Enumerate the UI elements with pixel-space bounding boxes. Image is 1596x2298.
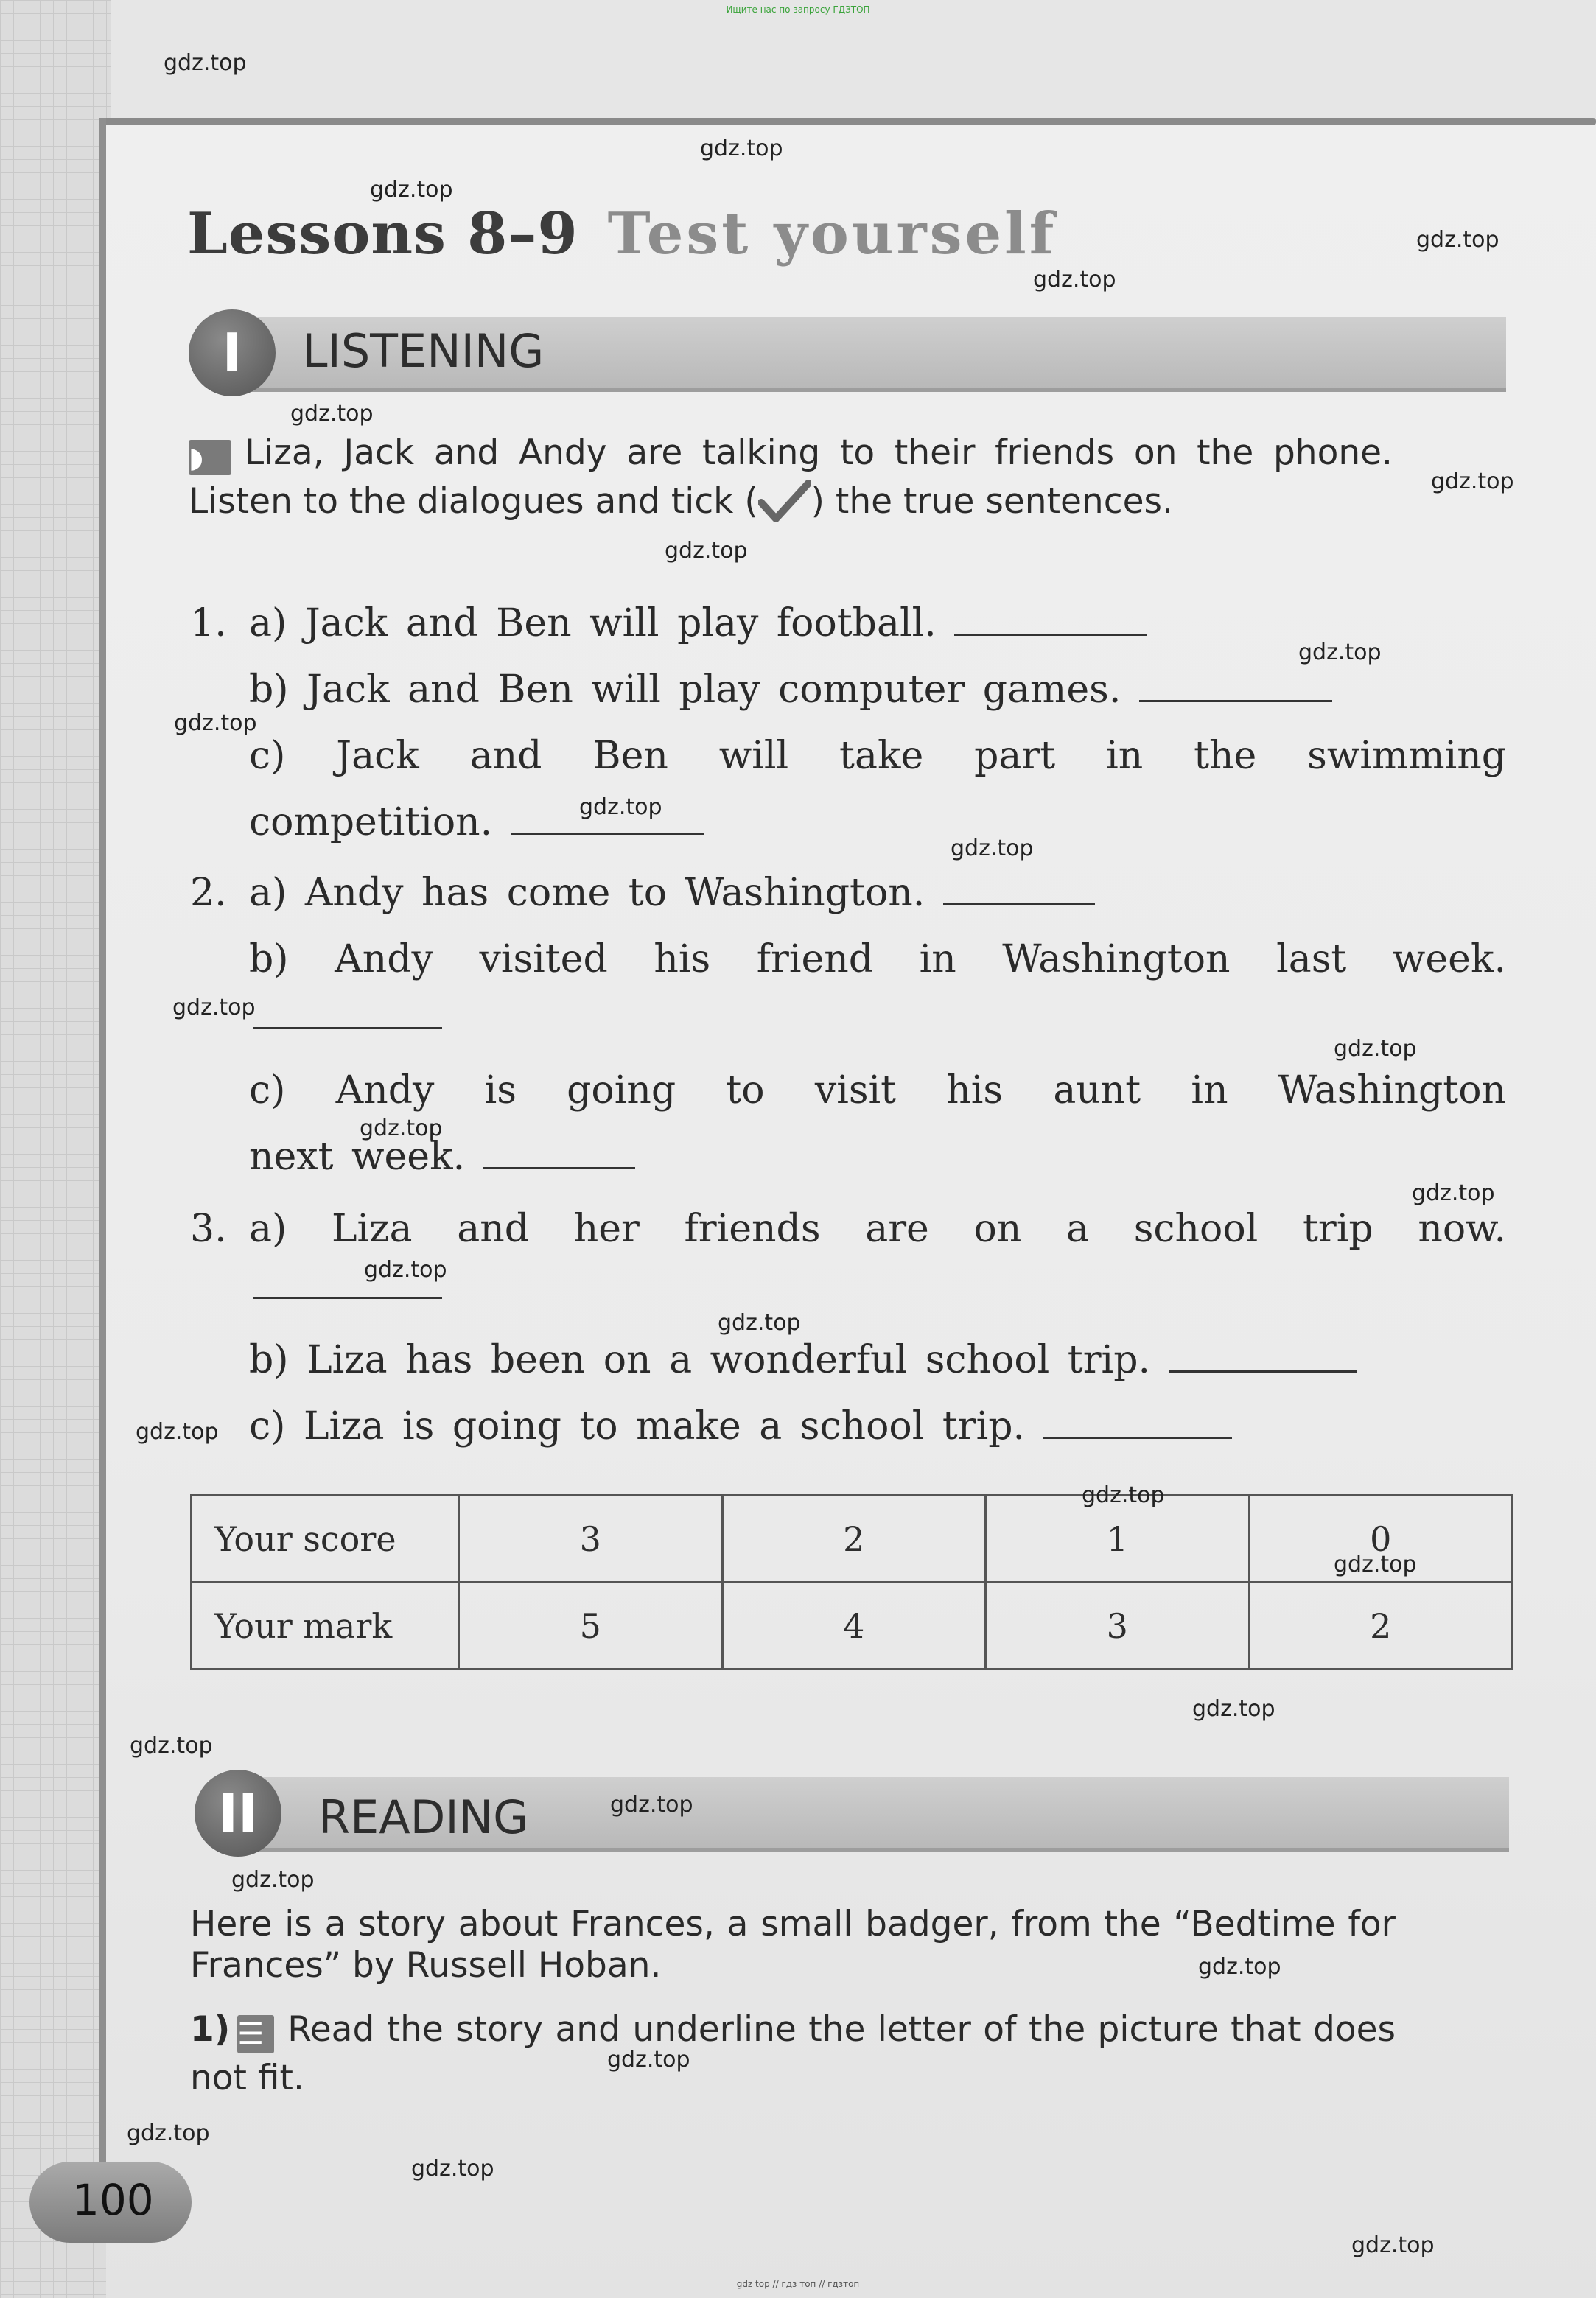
watermark: gdz.top (1082, 1482, 1165, 1508)
score-table (190, 1494, 1513, 1670)
title-lessons: Lessons 8–9 (187, 200, 578, 267)
question-2b: b) Andy visited his friend in Washington last week. (249, 937, 1506, 981)
top-note: Ищите нас по запросу ГДЗТОП (726, 4, 870, 15)
reading-intro: Here is a story about Frances, a small badger, from the “Bedtime for Frances” by Russell Hoban. (190, 1904, 1396, 1986)
watermark: gdz.top (130, 1733, 213, 1759)
watermark: gdz.top (1334, 1036, 1417, 1062)
left-frame-line (99, 118, 106, 2181)
watermark: gdz.top (700, 136, 783, 161)
book-icon: ☰ (237, 2015, 274, 2053)
answer-blank-2a[interactable] (943, 896, 1095, 905)
table-cell: Your score (192, 1496, 459, 1583)
audio-icon: ◗ (189, 440, 231, 475)
question-3c: c) Liza is going to make a school trip. (249, 1404, 1232, 1448)
answer-blank-3a[interactable] (253, 1289, 442, 1299)
top-frame-line (103, 118, 1596, 125)
table-cell: Your mark (192, 1583, 459, 1670)
table-cell: 2 (1249, 1583, 1513, 1670)
table-cell: 3 (459, 1496, 723, 1583)
table-cell: 3 (986, 1583, 1250, 1670)
watermark: gdz.top (1351, 2232, 1435, 2258)
answer-blank-3c[interactable] (1043, 1429, 1232, 1439)
question-1c: c) Jack and Ben will take part in the swimming (249, 734, 1506, 778)
watermark: gdz.top (1192, 1696, 1275, 1722)
question-2c: c) Andy is going to visit his aunt in Washington (249, 1068, 1506, 1113)
table-cell: 4 (722, 1583, 986, 1670)
question-2a: a) Andy has come to Washington. (249, 871, 1095, 915)
watermark: gdz.top (1431, 469, 1514, 494)
bottom-note: gdz top // гдз топ // гдзтоп (736, 2279, 860, 2289)
watermark: gdz.top (136, 1419, 219, 1445)
question-3b: b) Liza has been on a wonderful school trip. (249, 1338, 1357, 1382)
watermark: gdz.top (579, 794, 662, 820)
answer-blank-1b[interactable] (1139, 693, 1332, 702)
watermark: gdz.top (411, 2156, 494, 2182)
watermark: gdz.top (1334, 1552, 1417, 1577)
watermark: gdz.top (951, 836, 1034, 861)
question-1c-cont: competition. (249, 800, 704, 844)
question-1-number: 1. (190, 601, 227, 645)
table-row (192, 1496, 1513, 1583)
watermark: gdz.top (718, 1310, 801, 1336)
question-1a: a) Jack and Ben will play football. (249, 601, 1147, 645)
watermark: gdz.top (610, 1792, 693, 1818)
watermark: gdz.top (231, 1867, 315, 1893)
answer-blank-1c[interactable] (511, 825, 704, 835)
table-cell: 2 (722, 1496, 986, 1583)
question-1b: b) Jack and Ben will play computer games. (249, 668, 1332, 712)
table-cell: 5 (459, 1583, 723, 1670)
question-2c-cont: next week. (249, 1135, 635, 1179)
table-cell: 1 (986, 1496, 1250, 1583)
listening-heading: LISTENING (302, 324, 545, 378)
question-3a: a) Liza and her friends are on a school trip now. (249, 1207, 1506, 1251)
reading-number-badge: II (195, 1770, 281, 1857)
page-title (187, 200, 1057, 267)
question-3-number: 3. (190, 1207, 227, 1251)
watermark: gdz.top (364, 1257, 447, 1283)
watermark: gdz.top (1416, 227, 1499, 253)
table-row (192, 1583, 1513, 1670)
answer-blank-2b[interactable] (253, 1020, 442, 1029)
grid-margin (0, 0, 111, 2298)
watermark: gdz.top (290, 401, 374, 427)
watermark: gdz.top (164, 50, 247, 76)
answer-blank-1a[interactable] (954, 626, 1147, 636)
reading-heading: READING (318, 1790, 529, 1844)
table-cell: 0 (1249, 1496, 1513, 1583)
watermark: gdz.top (172, 995, 256, 1020)
answer-blank-2c[interactable] (483, 1160, 635, 1169)
watermark: gdz.top (174, 710, 257, 736)
watermark: gdz.top (127, 2120, 210, 2146)
reading-task: 1) ☰ Read the story and underline the letter of the picture that does not fit. (190, 2009, 1396, 2098)
watermark: gdz.top (1298, 640, 1382, 665)
watermark: gdz.top (607, 2047, 690, 2073)
check-mark-icon (758, 480, 811, 523)
watermark: gdz.top (665, 538, 748, 564)
page-number-badge (29, 2162, 192, 2243)
listening-instruction: ◗ Liza, Jack and Andy are talking to their friends on the phone. Listen to the dialogues and tick ( ) the true sentences. (189, 432, 1393, 522)
page-number: 100 (72, 2175, 154, 2225)
answer-blank-3b[interactable] (1169, 1363, 1357, 1373)
watermark: gdz.top (1033, 267, 1116, 292)
question-2-number: 2. (190, 871, 227, 915)
title-test-yourself: Test yourself (607, 200, 1057, 267)
watermark: gdz.top (360, 1115, 443, 1141)
listening-number-badge: I (189, 309, 276, 396)
watermark: gdz.top (1412, 1180, 1495, 1206)
watermark: gdz.top (1198, 1954, 1281, 1980)
watermark: gdz.top (370, 177, 453, 203)
